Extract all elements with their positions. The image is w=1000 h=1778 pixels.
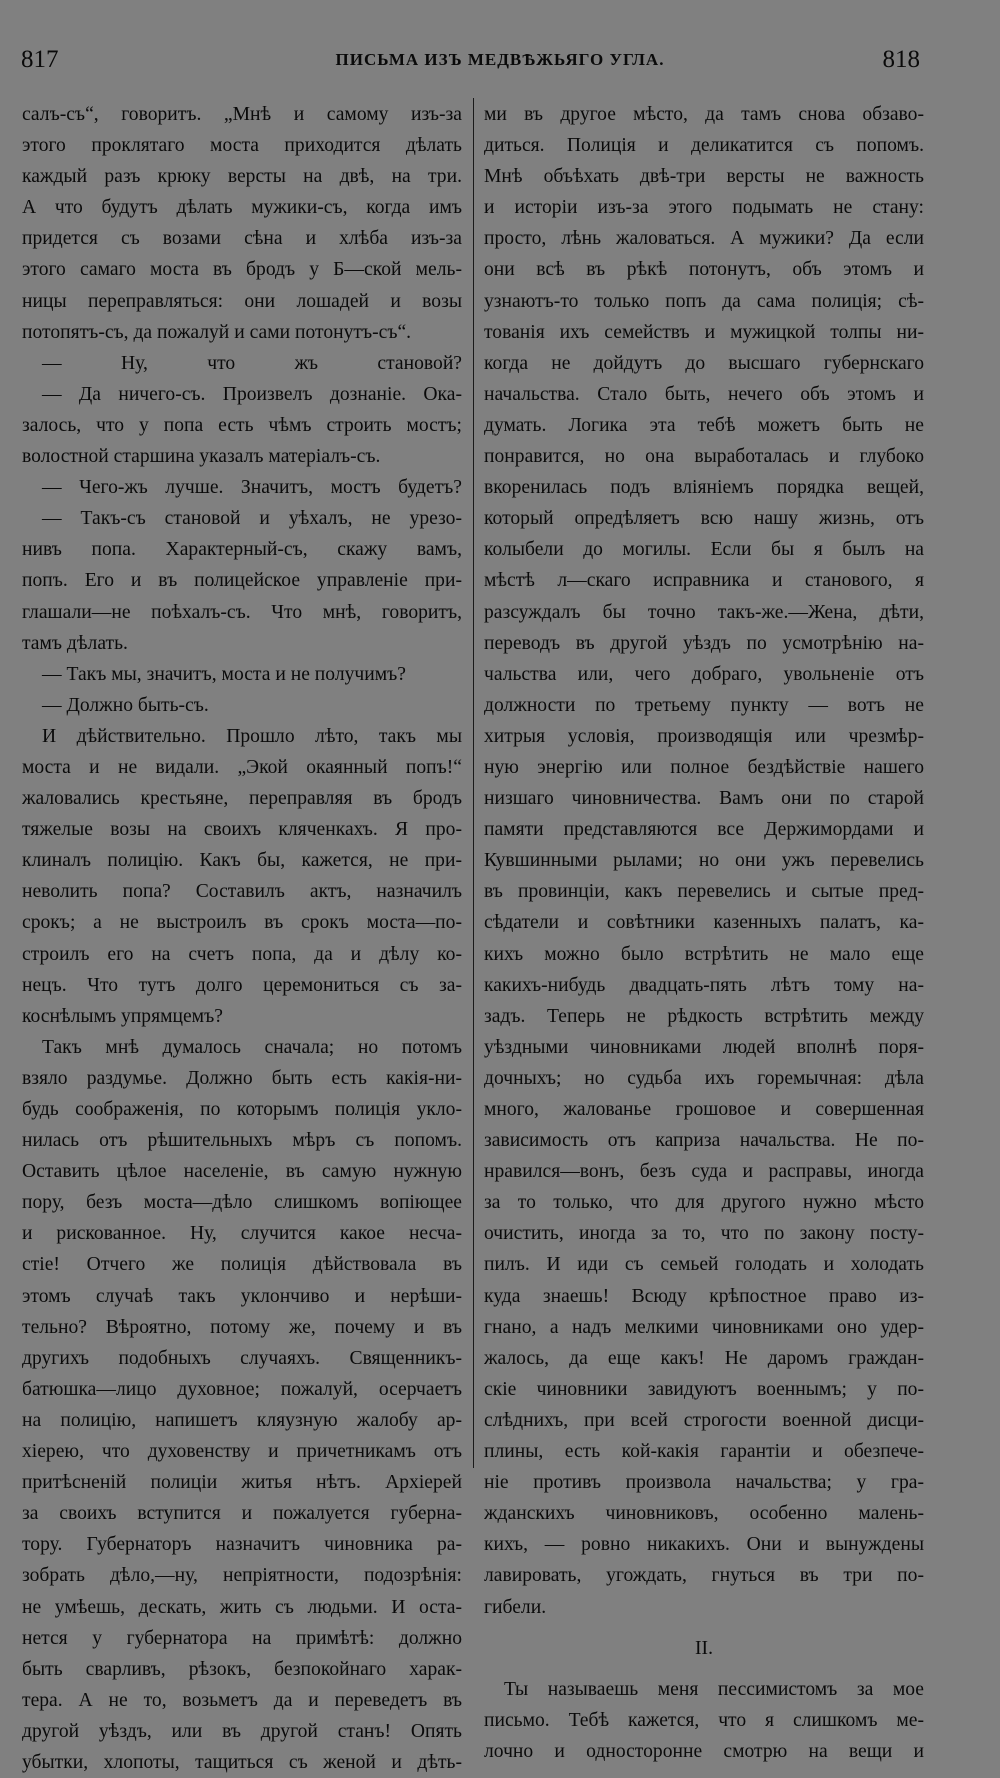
text-line: мѣстѣ л—скаго исправника и станового, я — [484, 570, 924, 592]
text-line: кихъ, — ровно никакихъ. Они и вынуждены — [484, 1534, 924, 1556]
text-line: стіе! Отчего же полиція дѣйствовала въ — [22, 1254, 462, 1276]
text-line: тору. Губернаторъ назначитъ чиновника ра- — [22, 1534, 462, 1556]
text-line: этого проклятаго моста приходится дѣлать — [22, 135, 462, 157]
text-line: — Такъ мы, значитъ, моста и не получимъ? — [42, 663, 406, 685]
text-line: Такъ мнѣ думалось сначала; но потомъ — [42, 1036, 462, 1058]
text-line: много, жалованье грошовое и совершенная — [484, 1099, 924, 1120]
text-line: понравится, но она выработалась и глубоко — [484, 446, 924, 468]
text-line: лочно и односторонне смотрю на вещи и — [484, 1740, 924, 1762]
text-line: колыбели до могилы. Если бы я былъ на — [484, 539, 924, 561]
text-line: пору, безъ моста—дѣло слишкомъ вопіющее — [22, 1192, 462, 1214]
text-line: лавировать, угождать, гнуться въ три по- — [484, 1565, 924, 1587]
text-line: нравился—вонъ, безъ суда и расправы, иногда — [484, 1161, 924, 1183]
text-line: батюшка—лицо духовное; пожалуй, осерчаетъ — [22, 1378, 462, 1400]
text-line: думать. Логика эта тебѣ можетъ быть не — [484, 414, 924, 436]
text-line: нивъ попа. Характерный-съ, скажу вамъ, — [22, 539, 462, 561]
text-line: убытки, хлопоты, тащиться съ женой и дѣть- — [22, 1751, 462, 1773]
text-line: А что будутъ дѣлать мужики-съ, когда имъ — [22, 197, 462, 219]
text-line: переводъ въ другой уѣздъ по усмотрѣнію на- — [484, 632, 924, 654]
text-line: задъ. Теперь не рѣдкость встрѣтить между — [484, 1005, 924, 1027]
text-line: придется съ возами сѣна и хлѣба изъ-за — [22, 228, 462, 250]
text-line: ніе противъ произвола начальства; у гра- — [484, 1472, 924, 1494]
text-line: будь соображенія, по которымъ полиція укло- — [22, 1099, 462, 1120]
left-column — [22, 99, 462, 1778]
section-heading: II. — [695, 1637, 713, 1659]
text-line: клиналъ полицію. Какъ бы, кажется, не при- — [22, 850, 462, 872]
text-line: Ты называешь меня пессимистомъ за мое — [504, 1678, 924, 1700]
text-line: строилъ его на счетъ попа, да и дѣлу ко- — [22, 943, 462, 965]
text-line: въ провинціи, какъ перевелись и сытые пред- — [484, 881, 924, 903]
text-line: тельно? Вѣроятно, потому же, почему и въ — [22, 1316, 462, 1338]
text-line: — Чего-жъ лучше. Значитъ, мостъ будетъ? — [42, 477, 462, 499]
page-header — [0, 0, 1000, 90]
text-line: быть сварливъ, рѣзокъ, безпокойнаго харак- — [22, 1658, 462, 1680]
text-line: тяжелые возы на своихъ кляченкахъ. Я про- — [22, 819, 462, 841]
text-line: какихъ-нибудь двадцать-пять лѣтъ тому на- — [484, 974, 924, 996]
text-line: потопятъ-съ, да пожалуй и сами потонутъ-съ“. — [22, 321, 412, 343]
text-line: — Такъ-съ становой и уѣхалъ, не урезо- — [42, 508, 462, 530]
text-line: ную энергію или полное бездѣйствіе нашего — [484, 756, 924, 778]
text-line: глашали—не поѣхалъ-съ. Что мнѣ, говоритъ, — [22, 601, 462, 623]
text-line: зависимость отъ каприза начальства. Не по- — [484, 1130, 924, 1152]
text-line: низшаго чиновничества. Вамъ они по старой — [484, 788, 924, 810]
page-number-left: 817 — [21, 46, 59, 73]
text-line: и исторіи изъ-за этого подымать не стану: — [484, 197, 924, 219]
text-line: моста и не видали. „Экой окаянный попъ!“ — [22, 756, 462, 778]
text-line: должности по третьему пункту — вотъ не — [484, 694, 924, 716]
text-line: просто, лѣнь жаловаться. А мужики? Да если — [484, 228, 924, 250]
text-line: залось, что у попа есть чѣмъ строить мостъ; — [22, 414, 462, 436]
text-line: коснѣлымъ упрямцемъ? — [22, 1005, 223, 1027]
text-line: этого самаго моста въ бродъ у Б—ской мель- — [22, 259, 462, 281]
text-line: на полицію, напишетъ кляузную жалобу ар- — [22, 1409, 462, 1431]
text-line: хитрыя условія, производящія или чрезмѣр- — [484, 725, 924, 747]
text-line: Кувшинными рылами; но они ужъ перевелись — [484, 850, 924, 872]
text-line: каждый разъ крюку версты на двѣ, на три. — [22, 166, 462, 188]
text-line: — Ну, что жъ становой? — [42, 352, 462, 374]
text-line: начальства. Стало быть, нечего объ этомъ и — [484, 383, 924, 405]
text-line: попъ. Его и въ полицейское управленіе при- — [22, 570, 462, 592]
text-line: сѣдатели и совѣтники казенныхъ палатъ, ка- — [484, 912, 924, 934]
text-line: ми въ другое мѣсто, да тамъ снова обзаво- — [484, 104, 924, 125]
text-line: салъ-съ“, говоритъ. „Мнѣ и самому изъ-за — [22, 104, 462, 125]
text-line: за своихъ вступится и пожалуется губерна- — [22, 1503, 462, 1525]
text-line: — Должно быть-съ. — [42, 694, 209, 716]
text-line: слѣднихъ, при всей строгости военной дисци- — [484, 1409, 924, 1431]
text-line: письмо. Тебѣ кажется, что я слишкомъ ме- — [484, 1709, 924, 1731]
text-line: тамъ дѣлать. — [22, 632, 128, 654]
text-line: который опредѣляетъ всю нашу жизнь, отъ — [484, 508, 924, 530]
text-line: Мнѣ объѣхать двѣ-три версты не важность — [484, 166, 924, 188]
text-line: жалось, да еще какъ! Не даромъ граждан- — [484, 1347, 924, 1369]
text-line: очистить, иногда за то, что по закону посту- — [484, 1223, 924, 1245]
text-line: тованія ихъ семействъ и мужицкой толпы ни- — [484, 321, 924, 343]
text-line: тера. А не то, возьметъ да и переведетъ въ — [22, 1689, 462, 1711]
text-line: кихъ можно было встрѣтить не мало еще — [484, 943, 924, 965]
text-line: жданскихъ чиновниковъ, особенно малень- — [484, 1503, 924, 1525]
text-line: чальства или, чего добраго, увольненіе отъ — [484, 663, 924, 685]
text-line: взяло раздумье. Должно быть есть какія-ни- — [22, 1067, 462, 1089]
text-line: за то только, что для другого нужно мѣсто — [484, 1192, 924, 1214]
text-line: когда не дойдутъ до высшаго губернскаго — [484, 352, 924, 374]
text-line: узнаютъ-то только попъ да сама полиція; сѣ- — [484, 290, 924, 312]
text-line: хіерею, что духовенству и причетникамъ отъ — [22, 1441, 462, 1463]
text-line: дочныхъ; но судьба ихъ горемычная: дѣла — [484, 1067, 924, 1089]
text-line: вкоренилась подъ вліяніемъ порядка вещей, — [484, 477, 924, 499]
text-line: они всѣ въ рѣкѣ потонутъ, объ этомъ и — [484, 259, 924, 281]
text-line: волостной старшина указалъ матеріалъ-съ. — [22, 446, 381, 468]
text-line: срокъ; а не выстроилъ въ срокъ моста—по- — [22, 912, 462, 934]
text-line: скіе чиновники завидуютъ военнымъ; у по- — [484, 1378, 924, 1400]
text-line: разсуждалъ бы точно такъ-же.—Жена, дѣти, — [484, 601, 924, 623]
text-line: другихъ подобныхъ случаяхъ. Священникъ- — [22, 1347, 462, 1369]
text-line: другой уѣздъ, или въ другой станъ! Опять — [22, 1720, 462, 1742]
text-line: не умѣешь, дескать, жить съ людьми. И оста- — [22, 1596, 462, 1618]
column-divider — [473, 98, 474, 1468]
text-line: диться. Полиція и деликатится съ попомъ. — [484, 135, 924, 157]
text-line: неволить попа? Составилъ актъ, назначилъ — [22, 881, 462, 903]
right-column — [484, 99, 924, 1767]
text-line: ницы переправляться: они лошадей и возы — [22, 290, 462, 312]
text-line: гнано, а надъ мелкими чиновниками оно удер- — [484, 1316, 924, 1338]
page-number-right: 818 — [882, 46, 920, 73]
running-title: ПИСЬМА ИЗЪ МЕДВѢЖЬЯГО УГЛА. — [335, 50, 665, 69]
text-line: нется у губернатора на примѣтѣ: должно — [22, 1627, 462, 1649]
text-line: — Да ничего-съ. Произвелъ дознаніе. Ока- — [42, 383, 462, 405]
text-line: гибели. — [484, 1596, 547, 1618]
text-line: жаловались крестьяне, переправляя въ бродъ — [22, 788, 462, 810]
text-line: притѣсненій полиціи житья нѣтъ. Архіерей — [22, 1472, 462, 1494]
text-line: пилъ. И иди съ семьей голодать и холодать — [484, 1254, 924, 1276]
text-line: И дѣйствительно. Прошло лѣто, такъ мы — [42, 725, 462, 747]
text-line: куда знаешь! Всюду крѣпостное право из- — [484, 1285, 924, 1307]
text-line: нецъ. Что тутъ долго церемониться съ за- — [22, 974, 462, 996]
text-line: уѣздными чиновниками людей вполнѣ поря- — [484, 1036, 924, 1058]
text-line: зобрать дѣло,—ну, непріятности, подозрѣнія: — [22, 1565, 462, 1587]
text-line: и рискованное. Ну, случится какое несча- — [22, 1223, 462, 1245]
text-line: памяти представляются все Держимордами и — [484, 819, 924, 841]
text-line: нилась отъ рѣшительныхъ мѣръ съ попомъ. — [22, 1130, 462, 1152]
text-line: плины, есть кой-какія гарантіи и обезпече- — [484, 1441, 924, 1463]
text-line: этомъ случаѣ такъ уклончиво и нерѣши- — [22, 1285, 462, 1307]
text-line: Оставить цѣлое населеніе, въ самую нужную — [22, 1161, 462, 1183]
